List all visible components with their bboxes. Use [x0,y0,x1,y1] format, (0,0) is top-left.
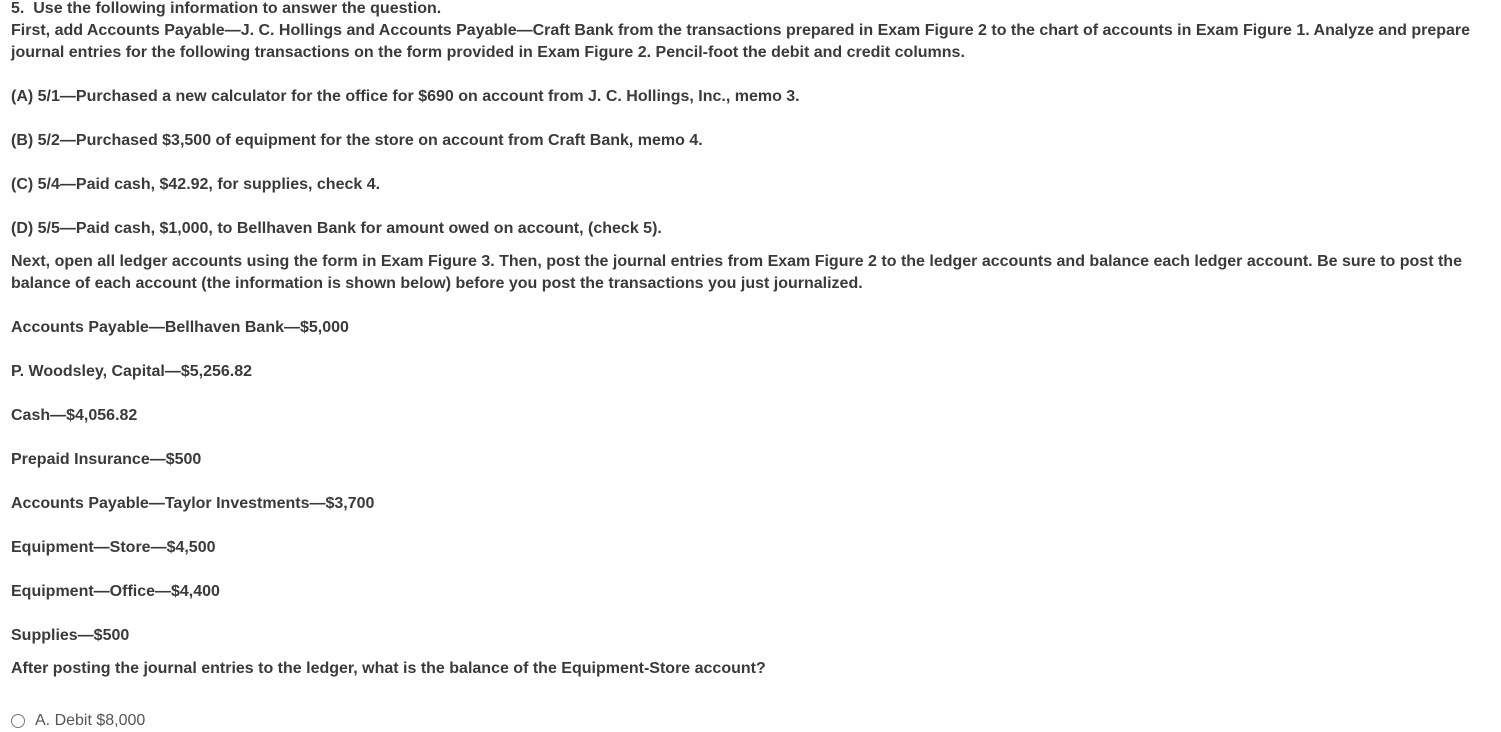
balance-item: Supplies—$500 [11,627,130,644]
balance-item: Accounts Payable—Bellhaven Bank—$5,000 [11,319,349,336]
transaction-b: (B) 5/2—Purchased $3,500 of equipment for the store on account from Craft Bank, memo 4. [11,132,703,149]
transaction-d: (D) 5/5—Paid cash, $1,000, to Bellhaven Bank for amount owed on account, (check 5). [11,220,662,237]
transaction-c: (C) 5/4—Paid cash, $42.92, for supplies, check 4. [11,176,381,193]
transaction-a: (A) 5/1—Purchased a new calculator for the office for $690 on account from J. C. Hollings, Inc., memo 3. [11,88,800,105]
radio-button[interactable] [11,714,25,728]
question-prompt: After posting the journal entries to the ledger, what is the balance of the Equipment-Store account? [11,660,766,677]
balance-item: Cash—$4,056.82 [11,407,138,424]
answer-option-a[interactable] [11,710,145,732]
question-number: 5. [11,0,25,17]
balance-item: Accounts Payable—Taylor Investments—$3,700 [11,495,375,512]
balance-item: Equipment—Office—$4,400 [11,583,220,600]
question-header [11,0,441,20]
balance-item: Prepaid Insurance—$500 [11,451,202,468]
balance-item: Equipment—Store—$4,500 [11,539,216,556]
balance-item: P. Woodsley, Capital—$5,256.82 [11,363,252,380]
next-instructions: Next, open all ledger accounts using the form in Exam Figure 3. Then, post the journal entries from Exam Figure 2 to the ledger accounts and balance each ledger account. Be sure to post the balance of each account (the information is shown below) before you post the transactions you just journalized. [11,253,1462,292]
question-header-text: Use the following information to answer the question. [33,0,442,17]
answer-label: A. Debit $8,000 [35,712,146,729]
intro-paragraph: First, add Accounts Payable—J. C. Hollings and Accounts Payable—Craft Bank from the transactions prepared in Exam Figure 2 to the chart of accounts in Exam Figure 1. Analyze and prepare journal entries for the following transactions on the form provided in Exam Figure 2. Pencil-foot the debit and credit columns. [11,22,1471,61]
